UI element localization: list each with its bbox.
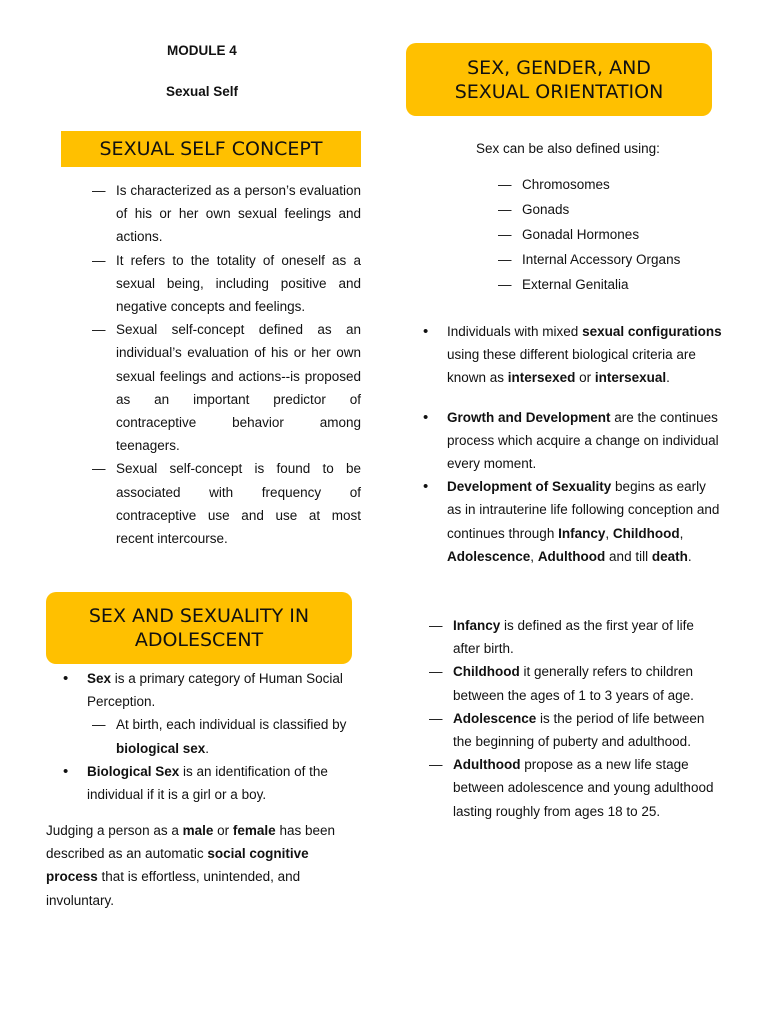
list-item: — Gonads	[522, 197, 680, 222]
text: using these different biological criteria are known as	[447, 347, 696, 386]
definition: is an identification of the individual if it is a girl or a boy.	[87, 763, 328, 803]
list-item-adulthood	[453, 753, 718, 823]
term: Development of Sexuality	[447, 479, 612, 495]
section-title-line1: SEX, GENDER, AND	[467, 56, 651, 79]
term: intersexual	[594, 370, 667, 386]
text: or	[213, 823, 233, 838]
list-item: — Is characterized as a person’s evaluation of his or her own sexual feelings and actions.	[116, 179, 361, 249]
text: it generally refers to children between the ages of 1 to 3 years of age.	[453, 664, 694, 703]
list-item: — It refers to the totality of oneself as a sexual being, including positive and negative concepts and feelings.	[116, 249, 361, 319]
orientation-bullets	[447, 320, 722, 568]
list-item-biological-sex	[87, 760, 362, 806]
criteria-list	[522, 172, 680, 297]
list-item: — Sexual self-concept defined as an individual’s evaluation of his or her own sexual feelings and actions--is proposed as an important predictor of contraceptive behavior among teenagers.	[116, 318, 361, 457]
text: is the period of life between the beginning of puberty and adulthood.	[453, 710, 705, 750]
definition: is a primary category of Human Social Perception.	[87, 671, 343, 710]
section-banner-self-concept	[61, 131, 361, 167]
text: begins as early as in intrauterine life following conception and continues through	[447, 479, 720, 541]
list-item: — External Genitalia	[522, 272, 680, 297]
list-item: — Sexual self-concept is found to be associated with frequency of contraceptive use and use at most recent intercourse.	[116, 457, 361, 550]
section-title-line1: SEX AND SEXUALITY IN	[88, 605, 310, 627]
section-banner-orientation	[406, 43, 712, 116]
self-concept-list	[116, 179, 361, 550]
list-item-growth	[447, 406, 722, 476]
text: Judging a person as a	[46, 823, 183, 838]
text: is defined as the first year of life after birth.	[453, 618, 694, 657]
list-item-sex	[87, 667, 362, 713]
term: Infancy	[558, 525, 606, 541]
text: has been described as an automatic	[46, 823, 335, 862]
list-item: — Chromosomes	[522, 172, 680, 197]
list-item-birth	[116, 713, 362, 759]
page-subtitle: Sexual Self	[166, 84, 239, 99]
punct: .	[205, 740, 210, 756]
term: Adolescence	[447, 548, 531, 564]
text: .	[666, 370, 670, 386]
term: Childhood	[453, 664, 520, 680]
text: and till	[605, 548, 652, 564]
text: .	[687, 548, 692, 564]
term: biological sex	[116, 740, 206, 756]
stage-list	[453, 614, 718, 823]
text: that is effortless, unintended, and involuntary.	[46, 869, 301, 908]
term: sexual configurations	[582, 324, 722, 339]
term: Growth and Development	[447, 409, 611, 425]
term: Adulthood	[453, 757, 521, 773]
term-social-cognitive: social cognitive process	[46, 846, 309, 885]
term: Childhood	[612, 525, 680, 541]
term: Adolescence	[453, 710, 537, 726]
text: ,	[679, 525, 684, 541]
list-item: — Gonadal Hormones	[522, 222, 680, 247]
text: ,	[605, 525, 613, 541]
text: or	[575, 370, 595, 386]
term: Biological Sex	[87, 763, 180, 779]
module-label: MODULE 4	[167, 43, 237, 58]
term: death	[651, 548, 688, 564]
text: Individuals with mixed	[447, 324, 583, 339]
list-item-infancy	[453, 614, 718, 660]
text: propose as a new life stage between adolescence and young adulthood lasting roughly from ages 18 to 25.	[453, 757, 714, 819]
text: are the continues process which acquire a change on individual every moment.	[447, 409, 719, 472]
section-title: SEXUAL SELF CONCEPT	[99, 138, 323, 160]
list-item-development	[447, 475, 722, 568]
list-item: — Internal Accessory Organs	[522, 247, 680, 272]
section-title-line2: ADOLESCENT	[134, 629, 264, 651]
term-female: female	[232, 823, 276, 838]
criteria-intro: Sex can be also defined using:	[476, 141, 660, 156]
adolescent-list	[87, 667, 362, 806]
term: Adulthood	[537, 548, 606, 564]
section-title-line2: SEXUAL ORIENTATION	[454, 80, 664, 103]
term-male: male	[182, 823, 214, 838]
adolescent-paragraph	[46, 819, 362, 912]
list-item-childhood	[453, 660, 718, 706]
list-item-mixed	[447, 320, 722, 390]
term: intersexed	[507, 370, 576, 386]
term: Infancy	[453, 618, 501, 633]
term: Sex	[87, 671, 112, 686]
definition: At birth, each individual is classified by	[116, 717, 347, 733]
list-item-adolescence	[453, 707, 718, 753]
text: ,	[530, 548, 538, 564]
section-banner-adolescent	[46, 592, 352, 664]
